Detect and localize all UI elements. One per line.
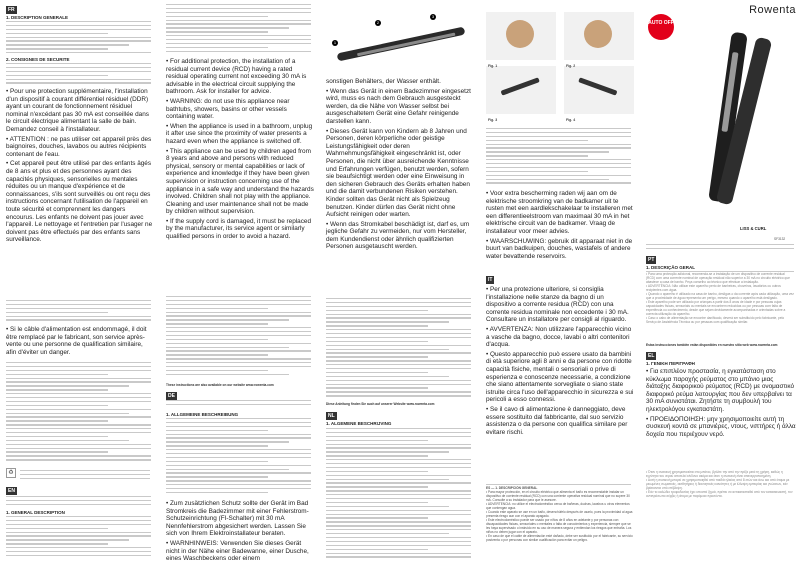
paragraph: • Este aparelho pode ser utilizado por crianças a partir dos 8 anos de idade e por pessoas cujas capacidades físicas, sensoriais ou mentais se encontrem reduzidas ou por pessoas com falta de experiência ou conhecimento, desde que sejam devidamente acompanhadas e orientadas sobre a correcta utilização do aparelho. [646, 300, 786, 316]
safety-paragraphs-de [166, 500, 314, 563]
auto-off-badge: AUTO OFF [648, 14, 674, 40]
text-block [166, 418, 311, 498]
model-name: LISS & CURL [740, 226, 767, 231]
figure-panel [486, 66, 556, 114]
paragraph: • Όταν η συσκευή χρησιμοποιείται στο μπάνιο, βγάλτε την από την πρίζα μετά τη χρήση, καθώς η εγγύτητα του νερού αποτελεί κίνδυνο ακόμα και όταν η συσκευή είναι απενεργοποιημένη. [646, 470, 783, 478]
text-block [6, 21, 151, 55]
figure-label: Fig. 1 [488, 64, 498, 68]
paragraph: • Para mayor protección, en el circuito eléctrico que alimenta el baño es recomendable instalar un dispositivo de corriente residual (RCD) con una corriente operativa residual nominal que no supere 30 mA. Consulte a su instalador para que le asesore. [486, 490, 630, 502]
paragraph: • Este electrodoméstico puede ser usado por niños de 8 años en adelante y por personas con discapacidades físicas, sensoriales o mentales o falta de conocimientos y experiencia, siempre que se les haya supervisado o instruido en su uso de manera segura y entiendan los riesgos que entraña. Los niños no deben jugar con el aparato. [486, 518, 632, 534]
safety-paragraph-cord [6, 326, 154, 356]
paragraph: • Questo apparecchio può essere usato da bambini di età superiore agli 8 anni e da persone con ridotte capacità fisiche, mentali o sensoriali o prive di esperienza e conoscenze necessarie, a condizione che siano attentamente sorvegliate o siano state istruite circa l'uso dell'apparecchio in sicurezza e sui pericoli a esso connessi. [486, 350, 634, 404]
text-block [6, 362, 151, 464]
paragraph: • Αυτή η συσκευή μπορεί να χρησιμοποιηθεί από παιδιά ηλικίας από 8 ετών και άνω και από άτομα με μειωμένες σωματικές, αισθητήριες ή διανοητικές ικανότητες ή με έλλειψη εμπειρίας και γνώσεων, εάν βρίσκονται υπό επίβλεψη. [646, 478, 790, 490]
paragraph: • AVVERTENZA: Non utilizzare l'apparecchio vicino a vasche da bagno, docce, lavabi o altri contenitori d'acqua. [486, 325, 632, 349]
text-block [6, 496, 151, 508]
language-badge-de: DE [168, 393, 175, 399]
product-image [680, 22, 790, 222]
hair-illustration [506, 20, 534, 48]
language-badge-el: EL [648, 353, 655, 359]
straightener-plate [357, 33, 455, 57]
recycle-icon: ♻ [6, 468, 16, 478]
paragraph: • Quando o aparelho é utilizado na casa de banho, desligue-o da corrente após cada utilização, uma vez que a proximidade de água representa um perigo, mesmo quando o aparelho está desligado. [646, 292, 794, 300]
paragraph: • Si le câble d'alimentation est endommagé, il doit être remplacé par le fabricant, son service après-vente ou une personne de qualification similaire, afin d'éviter un danger. [6, 326, 147, 356]
language-badge-nl: NL [328, 413, 335, 419]
safety-paragraphs-en [166, 58, 314, 241]
text-block [646, 244, 794, 254]
paragraph: • WAARSCHUWING: gebruik dit apparaat niet in de buurt van badkuipen, douches, wastafels of andere water bevattende reservoirs. [486, 237, 633, 260]
text-block [6, 516, 151, 560]
language-badge-fr: FR [8, 7, 15, 13]
text-block [326, 298, 471, 400]
callout-number: 1 [333, 40, 337, 45]
straightener-illustration [326, 4, 474, 74]
paragraph: • ADVERTÊNCIA: Não utilizar este aparelho perto de banheiras, chuveiros, lavatórios ou outros recipientes com água. [646, 284, 781, 292]
text-block [6, 63, 151, 87]
language-badge-pt: PT [648, 257, 655, 263]
callout-number: 3 [431, 14, 435, 19]
figure-panel [564, 66, 634, 114]
text-block [166, 4, 311, 56]
section-heading-nl: 1. ALGEMENE BESCHRIJVING [326, 421, 392, 426]
paragraph: • Para uma protecção adicional, recomenda-se a instalação de um dispositivo de corrente residual (RCD) com uma corrente nominal de operação residual não superior a 30 mA no circuito eléctrico que abastece a casa de banho. Peça conselho ao técnico que efectuar a instalação. [646, 272, 790, 284]
page-french [0, 0, 160, 566]
paragraph: • Wenn das Stromkabel beschädigt ist, darf es, um jegliche Gefahr zu vermeiden, nur vom Hersteller, dem Kundendienst oder ähnlich qualifizierten Personen ausgetauscht werden. [326, 220, 470, 251]
portuguese-section [646, 272, 794, 342]
figure-label: Fig. 4 [566, 118, 576, 122]
callout-number: 2 [376, 20, 380, 25]
paragraph: • This appliance can be used by children aged from 8 years and above and persons with reduced physical, sensory or mental capabilities or lack of experience and knowledge if they have been given supervision or instruction concerning use of the appliance in a safe way and understand the hazards involved. Children shall not play with the appliance. Cleaning and user maintenance shall not be made by children without supervision. [166, 147, 314, 216]
safety-paragraphs-de-cont [326, 78, 474, 251]
footer-notice-de: Diese Anleitung finden Sie auch auf unserer Website www.rowenta.com [326, 402, 435, 406]
paragraph: • Cet appareil peut être utilisé par des enfants âgés de 8 ans et plus et des personnes ayant des capacités physiques, sensorielles ou mentales réduites ou un manque d'expérience et de connaissances, s'ils sont surveillés ou ont reçu des instructions concernant l'utilisation de l'appareil en toute sécurité et comprennent les dangers encourus. Les enfants ne doivent pas jouer avec l'appareil. Le nettoyage et l'entretien par l'usager ne doivent pas être effectués par des enfants sans surveillance. [6, 160, 153, 244]
section-heading-safety: 2. CONSIGNES DE SECURITE [6, 57, 70, 62]
section-heading-el: 1. ΓΕΝΙΚΗ ΠΕΡΙΓΡΑΦΗ [646, 361, 695, 366]
text-block [6, 300, 151, 325]
paragraph: • Εάν το καλώδιο τροφοδοσίας έχει υποστεί ζημιά, πρέπει να αντικατασταθεί από τον κατασκευαστή, τον αντιπρόσωπο σέρβις ή άτομα με παρόμοια προσόντα. [646, 490, 793, 498]
figures-illustration [480, 8, 640, 120]
paragraph: • Για επιπλέον προστασία, η εγκατάσταση στο κύκλωμα παροχής ρεύματος στο μπάνιο μιας διάταξης διαφορικού ρεύματος (RCD) με ονομαστικό διαφορικό ρεύμα λειτουργίας που δεν υπερβαίνει τα 30 mA συνιστάται. Ζητήστε τη συμβουλή του ηλεκτρολόγου εγκαταστάτη. [646, 368, 795, 413]
text-block [166, 400, 311, 410]
paragraph: • Cuando este aparato se use en un baño, desenchúfelo después de usarlo, pues la proximidad al agua presenta riesgo aun con el aparato apagado. [486, 510, 633, 518]
page-english [160, 0, 320, 566]
hair-illustration [584, 20, 612, 48]
paragraph: • For additional protection, the installation of a residual current device (RCD) having a rated residual operating current not exceeding 30 mA is advisable in the electrical circuit supplying the bathroom. Ask for installer for advice. [166, 58, 307, 96]
footer-notice-es: Estas instrucciones también están disponibles en nuestro sitio web www.rowenta.com [646, 343, 778, 347]
paragraph: sonstigen Behälters, der Wasser enthält. [326, 78, 441, 85]
section-heading-description: 1. DESCRIPTION GENERALE [6, 15, 69, 20]
paragraph: • Caso o cabo de alimentação se encontre danificado, deverá ser substituído pelo fabricante, pelo Serviço de Assistência Técnica ou por pessoas com qualificação similar. [646, 316, 785, 324]
brand-logo: Rowenta [749, 4, 796, 16]
overflow-guard [490, 560, 491, 561]
paragraph: • When the appliance is used in a bathroom, unplug it after use since the proximity of water presents a hazard even when the appliance is switched off. [166, 122, 313, 145]
paragraph: • WARNING: do not use this appliance near bathtubs, showers, basins or other vessels containing water. [166, 97, 290, 121]
language-badge-es: ES — 1. DESCRIPCIÓN GENERAL [486, 486, 538, 490]
paragraph: • En caso de que el cable de alimentación esté dañado, debe ser sustituido por el fabricante, su servicio postventa o por personas con similar cualificación para evitar un peligro. [486, 534, 633, 542]
paragraph: • Pour une protection supplémentaire, l'installation d'un dispositif à courant différentiel résiduel (DDR) ayant un courant de fonctionnement résiduel nominal n'excédant pas 30 mA est conseillée dans le circuit électrique alimentant la salle de bain. Demandez conseil à l'installateur. [6, 88, 149, 133]
figure-label: Fig. 2 [566, 64, 576, 68]
figure-label: Fig. 3 [488, 118, 498, 122]
language-badge-it: IT [488, 277, 493, 283]
paragraph: • ADVERTENCIA: no utilice el electrodoméstico cerca de bañeras, duchas, lavabos u otros elementos que contengan agua. [486, 502, 630, 510]
text-block [166, 296, 311, 380]
paragraph: • Dieses Gerät kann von Kindern ab 8 Jahren und Personen, deren körperliche oder geistige Leistungsfähigkeit oder deren Wahrnehmungsfähigkeit eingeschränkt ist, oder Personen, die nicht über ausreichende Kenntnisse und Erfahrungen verfügen, benutzt werden, sofern sie beaufsichtigt werden oder eine Einweisung in den sicheren Gebrauch des Geräts erhalten haben und die damit verbundenen Risiken verstehen. Kinder sollten das Gerät nicht als Spielzeug benutzen. Kinder dürfen das Gerät nicht ohne Aufsicht reinigen oder warten. [326, 127, 470, 219]
paragraph: • ATTENTION : ne pas utiliser cet appareil près des baignoires, douches, lavabos ou autres récipients contenant de l'eau. [6, 135, 152, 158]
section-heading-de: 1. ALLGEMEINE BESCHREIBUNG [166, 412, 239, 417]
safety-paragraphs [6, 88, 154, 244]
paragraph: • ΠΡΟΕΙΔΟΠΟΙΗΣΗ: μην χρησιμοποιείτε αυτή τη συσκευή κοντά σε μπανιέρες, ντους, νιπτήρες ή άλλα δοχεία που περιέχουν νερό. [646, 415, 796, 438]
paragraph: • Zum zusätzlichen Schutz sollte der Gerät im Bad Stromkreis die Badezimmer mit einer Fehlerstrom-Schutzeinrichtung (FI-Schalter) mit 30 mA Nennfehlerstrom abgesichert werden. Lassen Sie sich von Ihrem Elektroinstallateur beraten. [166, 500, 309, 538]
paragraph: • If the supply cord is damaged, it must be replaced by the manufacturer, its service agent or similarly qualified persons in order to avoid a hazard. [166, 217, 312, 241]
section-heading-pt: 1. DESCRIÇÃO GERAL [646, 265, 696, 270]
page-cover-portuguese-greek [640, 0, 802, 566]
paragraph: • Per una protezione ulteriore, si consiglia l'installazione nelle stanze da bagno di un dispositivo a corrente residua (RCD) con una corrente residua nominale non eccedente i 30 mA. Consultare un installatore per consigli al riguardo. [486, 286, 629, 324]
greek-section [646, 470, 794, 562]
safety-paragraphs-it [486, 286, 634, 436]
paragraph: • Se il cavo di alimentazione è danneggiato, deve essere sostituito dal fabbricante, dal suo servizio assistenza o da persone con qualifica similare per evitare rischi. [486, 405, 628, 436]
text-block [20, 470, 150, 482]
safety-paragraphs-nl-it [486, 190, 634, 260]
paragraph: • Wenn das Gerät in einem Badezimmer eingesetzt wird, muss es nach dem Gebrauch ausgesteckt werden, da die Nähe von Wasser selbst bei ausgeschaltetem Gerät eine Gefahr reinigende darstellen kann. [326, 87, 471, 125]
model-code: SF3132 [774, 237, 786, 241]
section-heading-general: 1. GENERAL DESCRIPTION [6, 510, 65, 515]
paragraph: • WARNHINWEIS: Verwenden Sie dieses Gerät nicht in der Nähe einer Badewanne, einer Dusche, eines Waschbeckens oder einem [166, 539, 309, 563]
safety-paragraphs-el [646, 368, 796, 438]
text-block [326, 428, 471, 560]
paragraph: • Voor extra bescherming raden wij aan om de elektrische stroomkring van de badkamer uit te rusten met een aardlekschakelaar te installeren met een differentieelstroom van maximaal 30 mA in het elektrische circuit van de badkamer. Vraag de installateur voor meer advies. [486, 190, 633, 235]
language-badge-en: EN [8, 488, 15, 494]
text-block [486, 128, 631, 188]
spanish-section [486, 486, 634, 562]
footer-notice-en: These instructions are also available on our website www.rowenta.com [166, 383, 274, 387]
page-german [320, 0, 480, 566]
page-dutch-italian-spanish [480, 0, 640, 566]
